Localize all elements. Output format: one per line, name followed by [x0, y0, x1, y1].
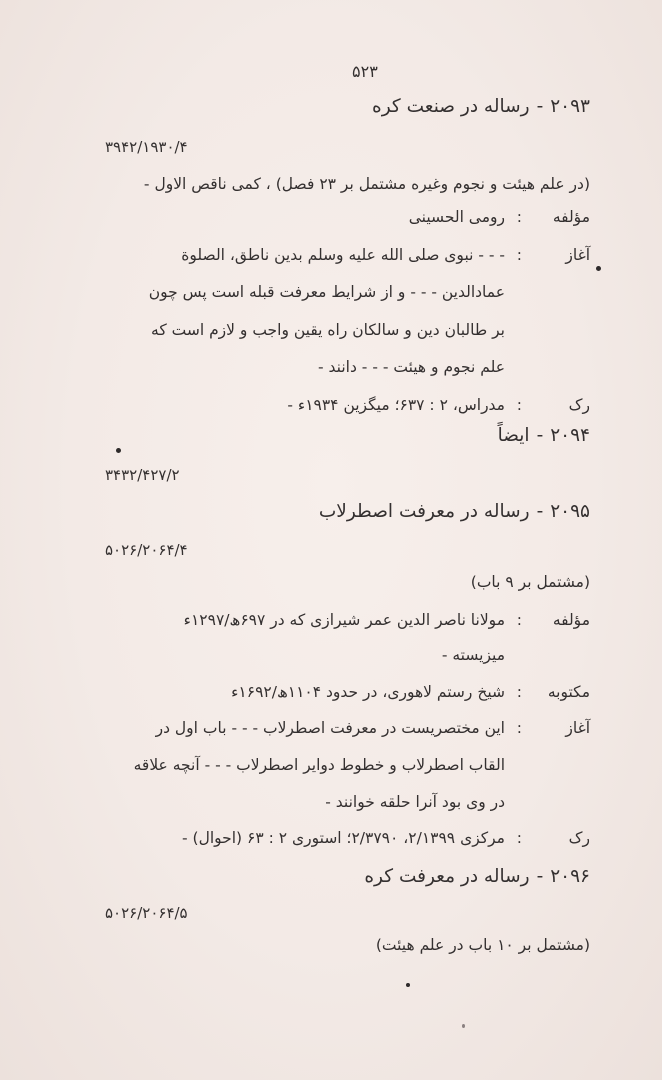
- incipit-line: این مختصریست در معرفت اصطرلاب - - - باب اول در: [155, 719, 505, 737]
- heading-dash: -: [536, 96, 544, 117]
- entry-heading: [319, 497, 590, 527]
- field-value-reference: مدراس، ۲ : ۶۳۷؛ میگزین ۱۹۳۴ء -: [287, 396, 505, 414]
- field-colon: :: [516, 829, 522, 847]
- entry-number: ۲۰۹۶: [550, 866, 590, 887]
- field-colon: :: [516, 611, 522, 629]
- field-label-author: مؤلفه: [552, 208, 590, 226]
- field-label-reference: رک: [568, 396, 590, 414]
- accession-number: ۳۹۴۲/۱۹۳۰/۴: [105, 138, 188, 156]
- field-label-reference: رک: [568, 829, 590, 847]
- ink-dot: [596, 266, 601, 271]
- field-label-author: مؤلفه: [552, 611, 590, 629]
- entry-description: (مشتمل بر ۱۰ باب در علم هیئت): [375, 936, 590, 954]
- entry-title: ایضاً: [497, 425, 530, 446]
- entry-number: ۲۰۹۳: [550, 96, 590, 117]
- field-label-scribe: مکتوبه: [547, 683, 590, 701]
- heading-dash: -: [536, 866, 544, 887]
- incipit-line: عمادالدین - - - و از شرایط معرفت قبله است پس چون: [148, 283, 505, 301]
- entry-heading: [372, 92, 590, 122]
- field-label-incipit: آغاز: [565, 246, 590, 264]
- entry-number: ۲۰۹۴: [550, 425, 590, 446]
- field-colon: :: [516, 208, 522, 226]
- accession-number: ۵۰۲۶/۲۰۶۴/۴: [105, 541, 188, 559]
- accession-number: ۵۰۲۶/۲۰۶۴/۵: [105, 904, 188, 922]
- field-label-incipit: آغاز: [565, 719, 590, 737]
- incipit-line: در وی بود آنرا حلقه خوانند -: [325, 793, 505, 811]
- field-value-scribe: شیخ رستم لاهوری، در حدود ۱۱۰۴ھ/۱۶۹۲ء: [231, 683, 505, 701]
- incipit-line: - - - نبوی صلی الله علیه وسلم بدین ناطق، الصلوة: [181, 246, 505, 264]
- field-colon: :: [516, 719, 522, 737]
- incipit-line: بر طالبان دین و سالکان راه یقین واجب و لازم است که: [151, 321, 505, 339]
- entry-description: (در علم هیئت و نجوم وغیره مشتمل بر ۲۳ فصل) ، کمی ناقص الاول -: [143, 175, 590, 193]
- field-colon: :: [516, 246, 522, 264]
- entry-number: ۲۰۹۵: [550, 501, 590, 522]
- field-value-author: میزیسته -: [441, 646, 505, 664]
- field-value-author: رومی الحسینی: [408, 208, 505, 226]
- ink-dot: [406, 983, 410, 987]
- accession-number: ۳۴۳۲/۴۲۷/۲: [105, 466, 180, 484]
- field-value-reference: مرکزی ۲/۱۳۹۹، ۲/۳۷۹۰؛ استوری ۲ : ۶۳ (احوال) -: [182, 829, 505, 847]
- incipit-line: علم نجوم و هیئت - - - دانند -: [318, 358, 505, 376]
- page-number: ۵۲۳: [352, 62, 378, 81]
- incipit-line: القاب اصطرلاب و خطوط دوایر اصطرلاب - - - آنچه علاقه: [133, 756, 505, 774]
- field-colon: :: [516, 683, 522, 701]
- entry-heading: [364, 862, 590, 892]
- heading-dash: -: [536, 501, 544, 522]
- entry-title: رساله در معرفت کره: [364, 866, 530, 887]
- entry-title: رساله در صنعت کره: [372, 96, 530, 117]
- entry-description: (مشتمل بر ۹ باب): [470, 573, 590, 591]
- field-colon: :: [516, 396, 522, 414]
- ink-dot: [116, 448, 121, 453]
- heading-dash: -: [536, 425, 544, 446]
- entry-title: رساله در معرفت اصطرلاب: [318, 501, 530, 522]
- ink-dot: [462, 1024, 465, 1028]
- field-value-author: مولانا ناصر الدین عمر شیرازی که در ۶۹۷ھ/۱۲۹۷ء: [183, 611, 505, 629]
- entry-heading: [498, 421, 590, 451]
